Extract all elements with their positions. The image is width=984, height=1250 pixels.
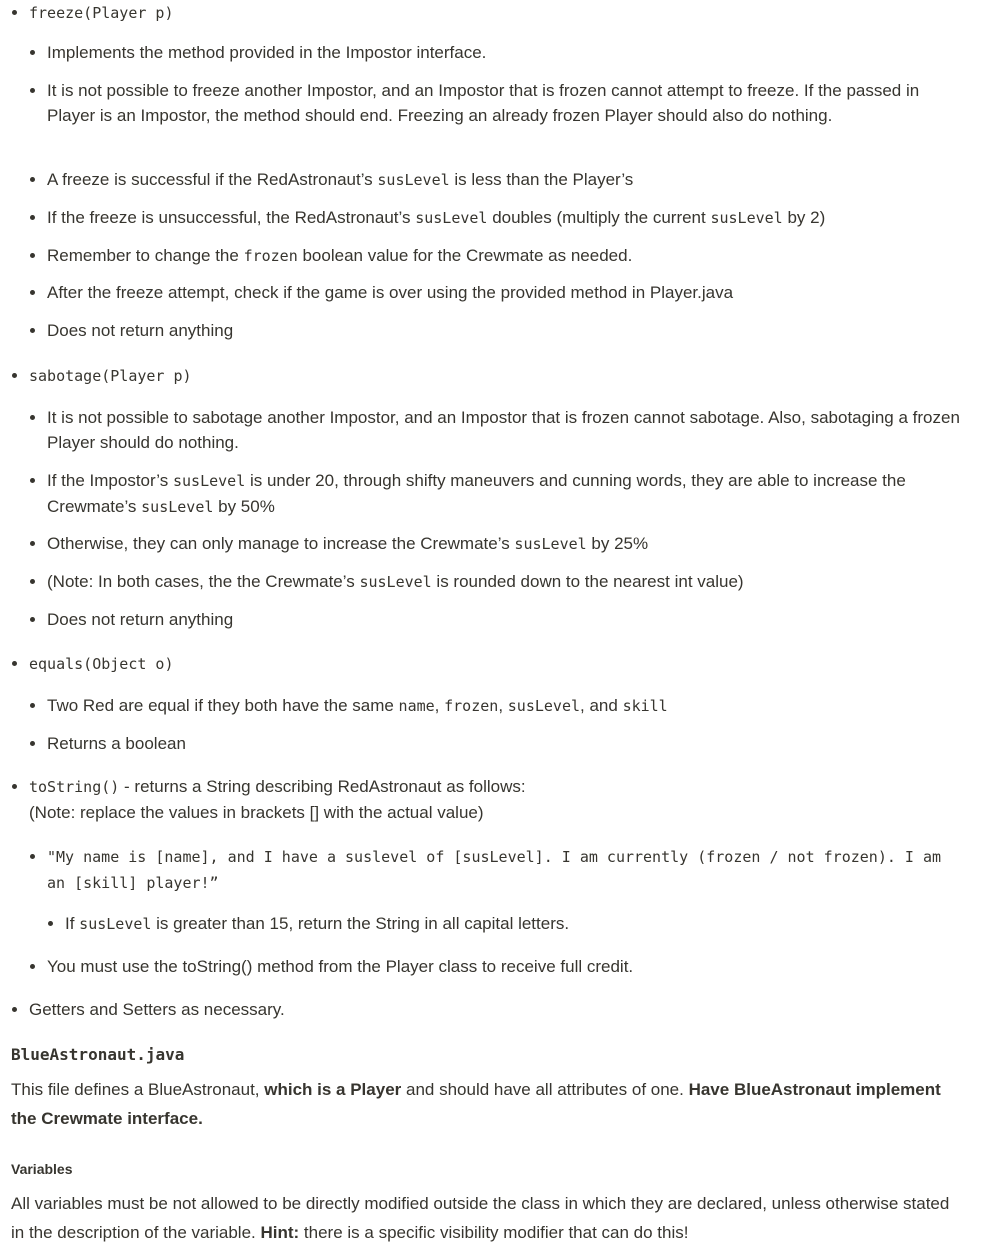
list-item: Remember to change the frozen boolean value for the Crewmate as needed. (47, 243, 960, 269)
variables-heading: Variables (11, 1161, 73, 1177)
list-item: After the freeze attempt, check if the game is over using the provided method in Player.java (47, 280, 960, 305)
list-item: Otherwise, they can only manage to increase the Crewmate’s susLevel by 25% (47, 531, 960, 557)
list-item: Returns a boolean (47, 731, 960, 756)
list-item: Does not return anything (47, 318, 960, 343)
paragraph-intro: This file defines a BlueAstronaut, which is a Player and should have all attributes of one. Have BlueAstronaut implement the Crewmate interface. (11, 1080, 941, 1128)
list-item: Implements the method provided in the Impostor interface. (47, 40, 960, 65)
list-item-sabotage: sabotage(Player p) (29, 363, 960, 389)
paragraph-variables: All variables must be not allowed to be directly modified outside the class in which they are declared, unless otherwise stated in the description of the variable. Hint: there is a specific visibility modifier that can do this! (11, 1194, 950, 1242)
list-item-getters: Getters and Setters as necessary. (29, 997, 960, 1022)
list-item: Two Red are equal if they both have the same name, frozen, susLevel, and skill (47, 693, 960, 719)
list-item: If the Impostor’s susLevel is under 20, through shifty maneuvers and cunning words, they are able to increase the Crewmate’s susLevel by 50% (47, 468, 960, 520)
list-item: It is not possible to freeze another Impostor, and an Impostor that is frozen cannot attempt to freeze. If the passed in Player is an Impostor, the method should end. Freezing an already frozen Player should also do nothing. (47, 78, 960, 128)
list-item: It is not possible to sabotage another Impostor, and an Impostor that is frozen cannot sabotage. Also, sabotaging a frozen Player should do nothing. (47, 405, 960, 455)
list-item: If susLevel is greater than 15, return the String in all capital letters. (65, 911, 960, 937)
list-item: If the freeze is unsuccessful, the RedAstronaut’s susLevel doubles (multiply the current susLevel by 2) (47, 205, 960, 231)
list-item-format: "My name is [name], and I have a suslevel of [susLevel]. I am currently (frozen / not frozen). I am an [skill] player!” (47, 844, 960, 896)
section-heading: BlueAstronaut.java (11, 1045, 185, 1064)
list-item-freeze: freeze(Player p) (29, 0, 960, 26)
list-item: Does not return anything (47, 607, 960, 632)
list-item: A freeze is successful if the RedAstronaut’s susLevel is less than the Player’s (47, 167, 960, 193)
list-item-tostring: toString() - returns a String describing RedAstronaut as follows: (Note: replace the values in brackets [] with the actual value) (29, 774, 960, 825)
list-item: You must use the toString() method from the Player class to receive full credit. (47, 954, 960, 979)
list-item-equals: equals(Object o) (29, 651, 960, 677)
list-item: (Note: In both cases, the the Crewmate’s susLevel is rounded down to the nearest int value) (47, 569, 960, 595)
